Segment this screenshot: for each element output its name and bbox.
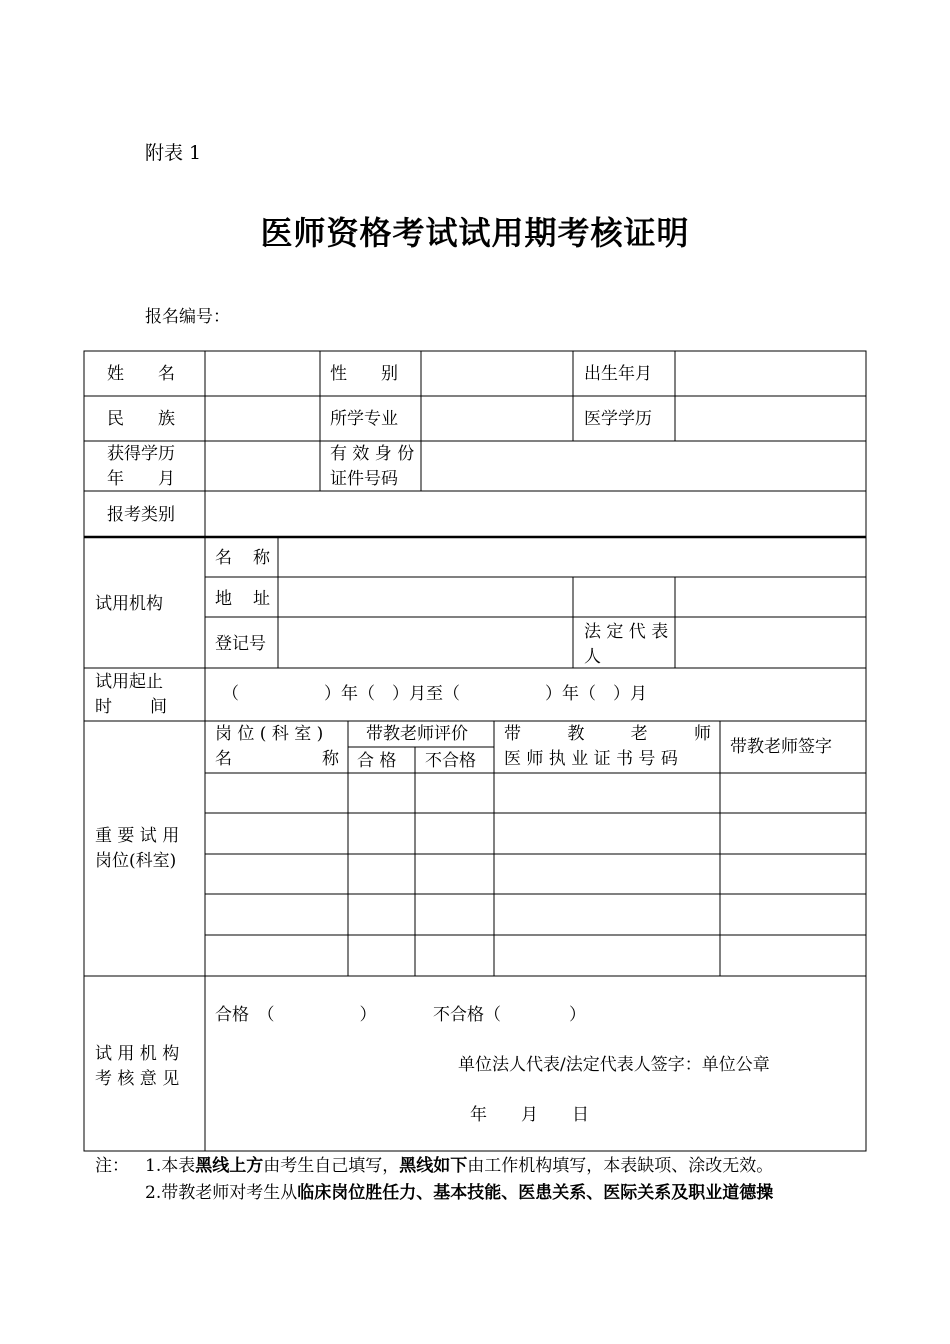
- note-1: 1.本表黑线上方由考生自己填写，黑线如下由工作机构填写，本表缺项、涂改无效。: [145, 1156, 774, 1176]
- exam-category-label: 报考类别: [107, 505, 175, 525]
- id-number-field[interactable]: [421, 441, 866, 491]
- assessment-fail-option[interactable]: 不合格（ ）: [433, 1005, 586, 1025]
- post-name-header-line1: 岗 位 ( 科 室 ): [215, 724, 324, 744]
- exam-category-field[interactable]: [205, 491, 866, 537]
- note-2: 2.带教老师对考生从临床岗位胜任力、基本技能、医患关系、医际关系及职业道德操: [145, 1183, 774, 1203]
- trial-period-field[interactable]: （ ）年（ ）月至（ ）年（ ）月: [222, 684, 647, 704]
- name-label: 姓 名: [107, 364, 175, 384]
- trial-period-label-line1: 试用起止: [95, 672, 163, 692]
- appendix-label: 附表 1: [145, 142, 202, 164]
- page-title: 医师资格考试试用期考核证明: [260, 214, 690, 252]
- legal-representative-label-line2: 人: [584, 647, 601, 667]
- birth-date-field[interactable]: [675, 351, 866, 396]
- education-field[interactable]: [675, 396, 866, 441]
- birth-date-label: 出生年月: [584, 364, 652, 384]
- ethnicity-field[interactable]: [205, 396, 320, 441]
- trial-period-label-line2: 时 间: [95, 697, 167, 717]
- institution-registration-label: 登记号: [215, 634, 266, 654]
- teacher-evaluation-header: 带教老师评价: [366, 724, 468, 744]
- posts-label-line1: 重 要 试 用: [95, 826, 180, 846]
- major-field[interactable]: [421, 396, 573, 441]
- id-number-label-line1: 有 效 身 份: [330, 444, 415, 464]
- degree-date-label-line2: 年 月: [107, 469, 175, 489]
- ethnicity-label: 民 族: [107, 409, 175, 429]
- degree-date-label-line1: 获得学历: [107, 444, 175, 464]
- legal-representative-field[interactable]: [675, 617, 866, 668]
- gender-field[interactable]: [421, 351, 573, 396]
- cert-number-header-line1: 带 教 老 师: [504, 724, 711, 744]
- legal-rep-signature-line: 单位法人代表/法定代表人签字：单位公章: [458, 1055, 770, 1075]
- name-field[interactable]: [205, 351, 320, 396]
- post-name-header-line2: 名 称: [215, 749, 339, 769]
- id-number-label-line2: 证件号码: [330, 469, 398, 489]
- institution-address-label: 地 址: [215, 589, 270, 609]
- notes-prefix: 注：: [95, 1156, 129, 1176]
- cert-number-header-line2: 医 师 执 业 证 书 号 码: [504, 749, 678, 769]
- institution-label: 试用机构: [95, 594, 163, 614]
- assessment-label-line1: 试 用 机 构: [95, 1044, 180, 1064]
- posts-label-line2: 岗位(科室): [95, 851, 177, 871]
- education-label: 医学学历: [584, 409, 652, 429]
- teacher-signature-header: 带教老师签字: [730, 737, 832, 757]
- assessment-label-line2: 考 核 意 见: [95, 1069, 180, 1089]
- assessment-date: 年 月 日: [470, 1105, 589, 1125]
- institution-address-field[interactable]: [278, 577, 573, 617]
- institution-name-field[interactable]: [278, 537, 866, 577]
- gender-label: 性 别: [330, 364, 398, 384]
- assessment-pass-option[interactable]: 合格 （ ）: [215, 1005, 377, 1025]
- major-label: 所学专业: [330, 409, 398, 429]
- institution-name-label: 名 称: [215, 548, 270, 568]
- pass-header: 合 格: [357, 751, 397, 771]
- fail-header: 不合格: [425, 751, 476, 771]
- legal-representative-label-line1: 法 定 代 表: [584, 622, 669, 642]
- degree-date-field[interactable]: [205, 441, 320, 491]
- institution-registration-field[interactable]: [278, 617, 573, 668]
- registration-number-label: 报名编号：: [145, 307, 230, 327]
